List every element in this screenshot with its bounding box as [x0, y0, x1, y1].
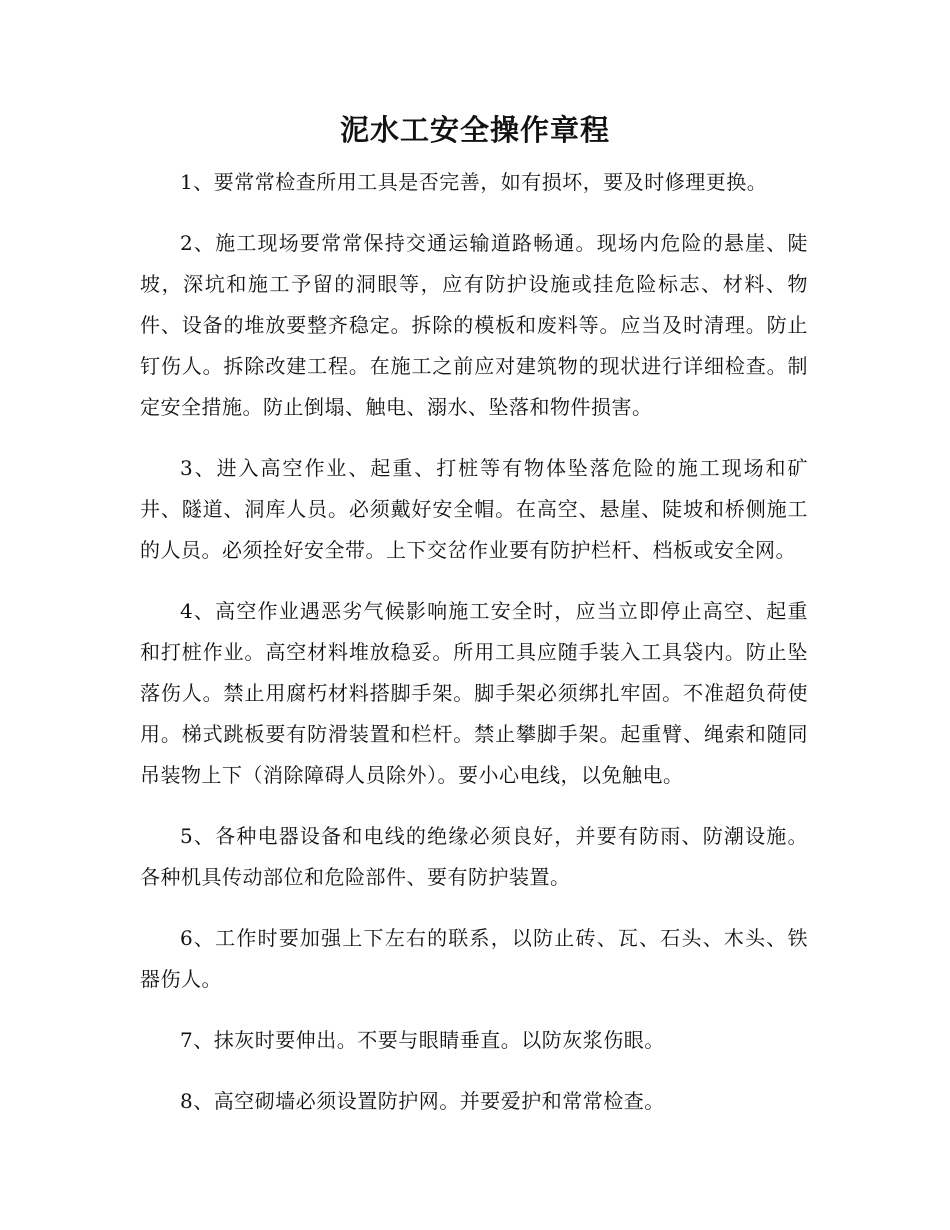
paragraph-7: 7、抹灰时要伸出。不要与眼睛垂直。以防灰浆伤眼。: [180, 1028, 665, 1052]
document-title: 泥水工安全操作章程: [339, 113, 610, 147]
paragraph-6: 6、工作时要加强上下左右的联系，以防止砖、瓦、石头、木头、铁器伤人。: [140, 926, 808, 991]
paragraph-2: 2、施工现场要常常保持交通运输道路畅通。现场内危险的悬崖、陡坡，深坑和施工予留的洞眼等，应有防护设施或挂危险标志、材料、物件、设备的堆放要整齐稳定。拆除的模板和废料等。应当及时清理。防止钉伤人。拆除改建工程。在施工之前应对建筑物的现状进行详细检查。制定安全措施。防止倒塌、触电、溺水、坠落和物件损害。: [140, 231, 808, 419]
paragraph-5: 5、各种电器设备和电线的绝缘必须良好，并要有防雨、防潮设施。各种机具传动部位和危险部件、要有防护装置。: [140, 824, 808, 889]
paragraph-1: 1、要常常检查所用工具是否完善，如有损坏，要及时修理更换。: [180, 170, 768, 194]
paragraph-3: 3、进入高空作业、起重、打桩等有物体坠落危险的施工现场和矿井、隧道、洞库人员。必须戴好安全帽。在高空、悬崖、陡坡和桥侧施工的人员。必须拴好安全带。上下交岔作业要有防护栏杆、档板或安全网。: [140, 456, 808, 562]
paragraph-8: 8、高空砌墙必须设置防护网。并要爱护和常常检查。: [180, 1089, 665, 1113]
document-body: [140, 162, 808, 1142]
paragraph-4: 4、高空作业遇恶劣气候影响施工安全时，应当立即停止高空、起重和打桩作业。高空材料堆放稳妥。所用工具应随手装入工具袋内。防止坠落伤人。禁止用腐朽材料搭脚手架。脚手架必须绑扎牢固。不准超负荷使用。梯式跳板要有防滑装置和栏杆。禁止攀脚手架。起重臂、绳索和随同吊装物上下（消除障碍人员除外）。要小心电线，以免触电。: [140, 599, 808, 787]
